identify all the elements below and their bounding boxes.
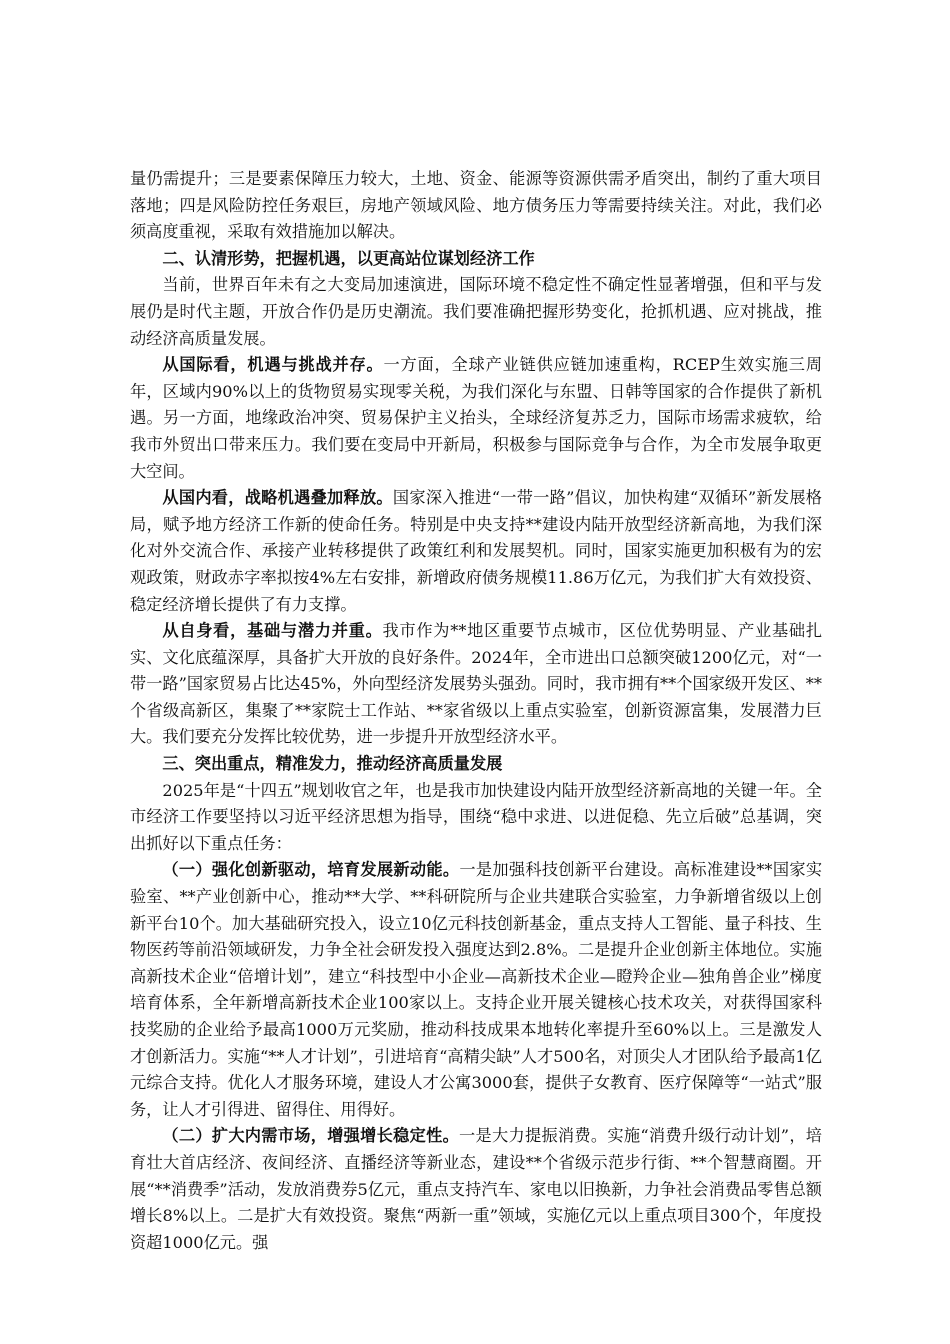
paragraph-lead: 从国际看，机遇与挑战并存。 xyxy=(162,355,384,375)
section-heading-2: 二、认清形势，把握机遇，以更高站位谋划经济工作 xyxy=(162,248,535,268)
paragraph-body: 当前，世界百年未有之大变局加速演进，国际环境不稳定性不确定性显著增强，但和平与发展仍是时代主题，开放合作仍是历史潮流。我们要准确把握形势变化，抢抓机遇、应对挑战，推动经济高质量发展。 xyxy=(130,275,822,348)
paragraph-2025 xyxy=(130,778,822,858)
paragraph-body: 量仍需提升；三是要素保障压力较大，土地、资金、能源等资源供需矛盾突出，制约了重大项目落地；四是风险防控任务艰巨，房地产领域风险、地方债务压力等需要持续关注。对此，我们必须高度重视，采取有效措施加以解决。 xyxy=(130,169,822,242)
paragraph-situation xyxy=(130,272,822,352)
document-page xyxy=(130,166,822,1256)
paragraph-continued xyxy=(130,166,822,246)
paragraph-body: 2025年是“十四五”规划收官之年，也是我市加快建设内陆开放型经济新高地的关键一年。全市经济工作要坚持以习近平经济思想为指导，围绕“稳中求进、以进促稳、先立后破”总基调，突出抓好以下重点任务： xyxy=(130,780,822,853)
paragraph-lead: （一）强化创新驱动，培育发展新动能。 xyxy=(162,860,460,880)
paragraph-body: 一方面，全球产业链供应链加速重构，RCEP生效实施三周年，区域内90%以上的货物贸易实现零关税，为我们深化与东盟、日韩等国家的合作提供了新机遇。另一方面，地缘政治冲突、贸易保护主义抬头，全球经济复苏乏力，国际市场需求疲软，给我市外贸出口带来压力。我们要在变局中开新局，积极参与国际竞争与合作，为全市发展争取更大空间。 xyxy=(130,355,823,481)
paragraph-self xyxy=(130,618,822,751)
paragraph-lead: 从国内看，战略机遇叠加释放。 xyxy=(162,488,393,508)
paragraph-body: 一是加强科技创新平台建设。高标准建设**国家实验室、**产业创新中心，推动**大学、**科研院所与企业共建联合实验室，力争新增省级以上创新平台10个。加大基础研究投入，设立10亿元科技创新基金，重点支持人工智能、量子科技、生物医药等前沿领域研发，力争全社会研发投入强度达到2.8%。二是提升企业创新主体地位。实施高新技术企业“倍增计划”，建立“科技型中小企业—高新技术企业—瞪羚企业—独角兽企业”梯度培育体系，全年新增高新技术企业100家以上。支持企业开展关键核心技术攻关，对获得国家科技奖励的企业给予最高1000万元奖励，推动科技成果本地转化率提升至60%以上。三是激发人才创新活力。实施“**人才计划”，引进培育“高精尖缺”人才500名，对顶尖人才团队给予最高1亿元综合支持。优化人才服务环境，建设人才公寓3000套，提供子女教育、医疗保障等“一站式”服务，让人才引得进、留得住、用得好。 xyxy=(130,860,823,1119)
paragraph-domestic xyxy=(130,485,822,618)
paragraph-body: 我市作为**地区重要节点城市，区位优势明显、产业基础扎实、文化底蕴深厚，具备扩大开放的良好条件。2024年，全市进出口总额突破1200亿元，对“一带一路”国家贸易占比达45%，外向型经济发展势头强劲。同时，我市拥有**个国家级开发区、**个省级高新区，集聚了**家院士工作站、**家省级以上重点实验室，创新资源富集，发展潜力巨大。我们要充分发挥比较优势，进一步提升开放型经济水平。 xyxy=(130,621,823,747)
paragraph-lead: 从自身看，基础与潜力并重。 xyxy=(162,621,383,641)
paragraph-body: 国家深入推进“一带一路”倡议，加快构建“双循环”新发展格局，赋予地方经济工作新的使命任务。特别是中央支持**建设内陆开放型经济新高地，为我们深化对外交流合作、承接产业转移提供了政策红利和发展契机。同时，国家实施更加积极有为的宏观政策，财政赤字率拟按4%左右安排，新增政府债务规模11.86万亿元，为我们扩大有效投资、稳定经济增长提供了有力支撑。 xyxy=(130,488,822,614)
paragraph-innovation xyxy=(130,857,822,1123)
paragraph-demand xyxy=(130,1123,822,1256)
paragraph-international xyxy=(130,352,822,485)
paragraph-lead: （二）扩大内需市场，增强增长稳定性。 xyxy=(162,1126,460,1146)
section-heading-3: 三、突出重点，精准发力，推动经济高质量发展 xyxy=(162,754,503,774)
paragraph-body: 一是大力提振消费。实施“消费升级行动计划”，培育壮大首店经济、夜间经济、直播经济等新业态，建设**个省级示范步行街、**个智慧商圈。开展“**消费季”活动，发放消费券5亿元，重点支持汽车、家电以旧换新，力争社会消费品零售总额增长8%以上。二是扩大有效投资。聚焦“两新一重”领域，实施亿元以上重点项目300个，年度投资超1000亿元。强 xyxy=(130,1126,822,1252)
